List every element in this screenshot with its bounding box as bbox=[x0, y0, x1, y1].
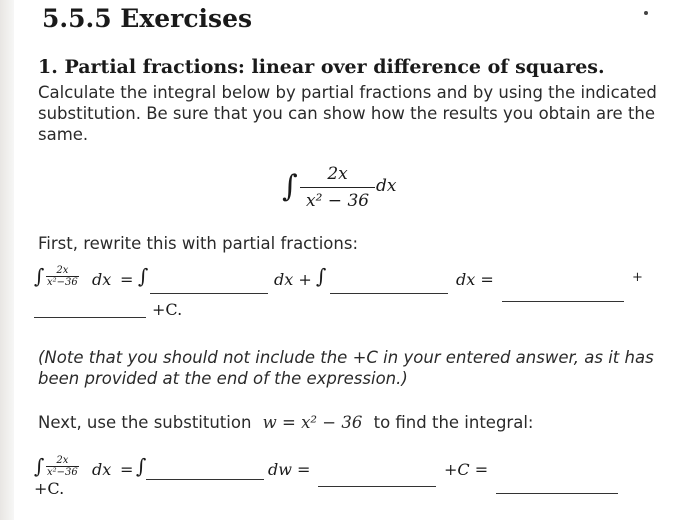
sub-equals-sign: = bbox=[120, 460, 134, 479]
lhs-numerator: 2x bbox=[46, 265, 79, 277]
lhs-fraction bbox=[46, 265, 79, 288]
section-heading: 5.5.5 Exercises bbox=[42, 4, 253, 33]
substitution-result-input[interactable] bbox=[496, 493, 618, 494]
antiderivative-part-2-input[interactable] bbox=[34, 317, 146, 318]
substitution-prefix: Next, use the substitution bbox=[38, 413, 252, 432]
page-left-shadow bbox=[0, 0, 14, 520]
sub-lhs-denominator: x²−36 bbox=[47, 467, 78, 478]
note-text: (Note that you should not include the +C in your entered answer, as it has been provided at the end of the expression.) bbox=[38, 348, 654, 388]
sub-lhs-integral-sign: ∫ bbox=[34, 454, 45, 478]
integrand-numerator: 2x bbox=[300, 163, 375, 188]
dw-equals-text: dw = bbox=[268, 460, 311, 479]
lhs-denominator: x²−36 bbox=[47, 277, 78, 288]
antiderivative-part-1-input[interactable] bbox=[502, 301, 624, 302]
display-integral bbox=[282, 163, 422, 213]
substitution-antiderivative-input[interactable] bbox=[318, 486, 436, 487]
integrand-differential: dx bbox=[376, 176, 397, 196]
integrand-fraction bbox=[300, 163, 375, 212]
plus-c-equals-text: +C = bbox=[444, 460, 489, 479]
substitution-suffix: to find the integral: bbox=[373, 413, 534, 432]
partial-fraction-term-1-input[interactable] bbox=[150, 293, 268, 294]
plus-sign: + bbox=[632, 270, 643, 285]
sub-lhs-numerator: 2x bbox=[46, 455, 79, 467]
integral-sign: ∫ bbox=[282, 169, 298, 204]
dx-equals-text: dx = bbox=[456, 270, 494, 289]
sub-lhs-fraction bbox=[46, 455, 79, 478]
substitution-prompt bbox=[38, 412, 668, 433]
integral-sign-2: ∫ bbox=[316, 264, 327, 288]
lhs-dx: dx bbox=[92, 270, 112, 289]
sub-plus-c-label: +C. bbox=[34, 479, 65, 498]
corner-dot bbox=[644, 11, 648, 15]
substitution-row bbox=[34, 454, 654, 484]
partial-fractions-row bbox=[34, 264, 654, 294]
dx-plus-text: dx + bbox=[274, 270, 312, 289]
lhs-integral-sign: ∫ bbox=[34, 264, 45, 288]
problem-instructions: Calculate the integral below by partial fractions and by using the indicated substitution. Be sure that you can show how the results you obtain are the same. bbox=[38, 83, 657, 144]
sub-lhs-dx: dx bbox=[92, 460, 112, 479]
integral-sign-1: ∫ bbox=[138, 264, 149, 288]
problem-title: 1. Partial fractions: linear over difference of squares. bbox=[38, 56, 605, 78]
sub-integral-sign: ∫ bbox=[136, 454, 147, 478]
plus-c-label: +C. bbox=[152, 300, 183, 319]
partial-fractions-prompt: First, rewrite this with partial fractions: bbox=[38, 234, 359, 253]
substitution-expression: w = x² − 36 bbox=[262, 413, 363, 432]
substitution-integrand-input[interactable] bbox=[146, 479, 264, 480]
partial-fraction-term-2-input[interactable] bbox=[330, 293, 448, 294]
integrand-denominator: x² − 36 bbox=[306, 191, 370, 211]
equals-sign: = bbox=[120, 270, 134, 289]
